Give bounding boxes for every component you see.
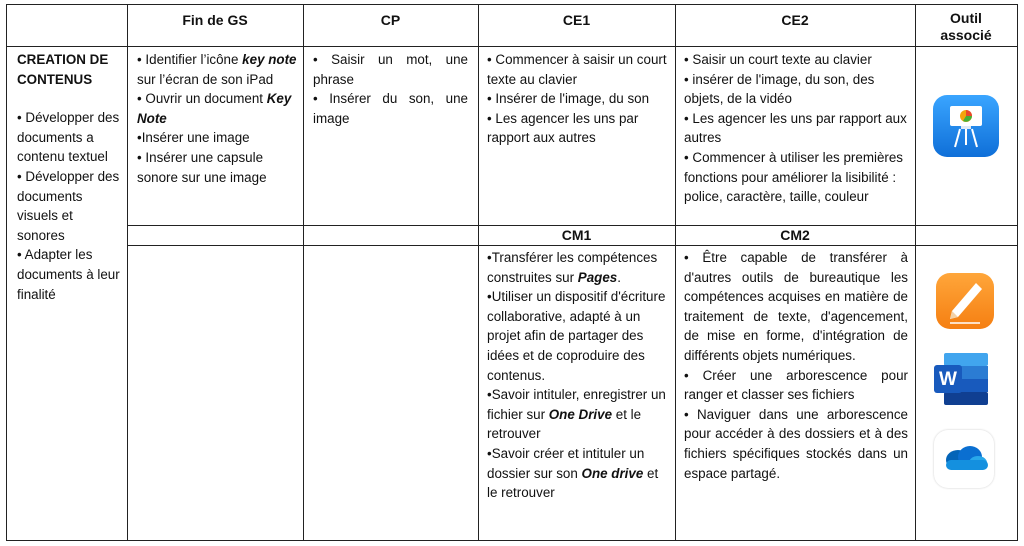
ce1-line-2: • Insérer de l'image, du son (487, 91, 650, 107)
gs-line-1: • Identifier l’icône key note sur l’écran de son iPad (137, 52, 297, 87)
cell-ce1 (487, 50, 667, 148)
header-cm2: CM2 (780, 227, 810, 243)
row-item: • Adapter les documents à leur finalité (17, 247, 120, 302)
table-border (675, 4, 676, 540)
word-icon-letter: W (939, 369, 957, 390)
ce2-line-1: • Saisir un court texte au clavier (684, 52, 872, 67)
gs-line-4: • Insérer une capsule sonore sur une image (137, 149, 267, 185)
cm1-line-3: •Savoir intituler, enregistrer un fichier sur One Drive et le retrouver (487, 387, 666, 442)
table-border (6, 4, 7, 540)
table-border (6, 540, 1018, 541)
table-border (127, 4, 128, 540)
cm2-line-2: • Créer une arborescence pour ranger et classer ses fichiers (684, 367, 908, 403)
ce2-line-3: • Les agencer les uns par rapport aux autres (684, 110, 907, 146)
cm2-line-3: • Naviguer dans une arborescence pour accéder à des dossiers et à des fichiers spécifiques stockés dans un espace partagé. (684, 406, 908, 481)
cell-cm1 (487, 248, 669, 503)
ce1-line-3: • Les agencer les uns par rapport aux autres (487, 110, 639, 146)
table-border (303, 4, 304, 540)
cell-cp (313, 50, 468, 128)
ce1-line-1: • Commencer à saisir un court texte au clavier (487, 52, 667, 87)
header-fin-gs: Fin de GS (182, 12, 248, 28)
table-border (915, 4, 916, 540)
onedrive-icon (934, 430, 994, 488)
header-outil-line2: associé (940, 27, 992, 43)
header-ce2: CE2 (781, 12, 809, 28)
ce2-line-2: • insérer de l'image, du son, des objets, de la vidéo (684, 71, 875, 107)
cell-ce2 (684, 50, 910, 207)
ce2-line-4: • Commencer à utiliser les premières fonctions pour améliorer la lisibilité : police, caractère, taille, couleur (684, 149, 904, 205)
cell-cm2 (684, 248, 908, 483)
row-header (17, 50, 121, 304)
cm1-line-4: •Savoir créer et intituler un dossier sur son One drive et le retrouver (487, 445, 659, 501)
row-title-line1: CREATION DE (17, 52, 109, 67)
table-border (1017, 4, 1018, 540)
gs-line-3: •Insérer une image (137, 130, 250, 146)
cell-fin-gs (137, 50, 297, 187)
cp-line-2: • Insérer du son, une image (313, 91, 468, 126)
header-cp: CP (380, 12, 401, 28)
cp-line-1: • Saisir un mot, une phrase (313, 52, 468, 87)
row-item: • Développer des documents visuels et sonores (17, 168, 120, 243)
cm1-line-1: •Transférer les compétences construites sur Pages. (487, 250, 658, 285)
cm1-line-2: •Utiliser un dispositif d'écriture collaborative, adapté à un projet afin de partager des idées et de coproduire des contenus. (487, 289, 666, 383)
keynote-icon (933, 95, 999, 157)
header-cm1: CM1 (561, 227, 592, 243)
table-border (127, 245, 1018, 246)
header-outil-line1: Outil (950, 10, 982, 26)
table-border (6, 46, 1018, 47)
table-border (6, 4, 1018, 5)
table-border (478, 4, 479, 540)
header-ce1: CE1 (562, 12, 591, 28)
table-border (127, 225, 1018, 226)
pages-icon (936, 273, 994, 329)
header-outil (915, 10, 1017, 44)
row-title-line2: CONTENUS (17, 71, 93, 87)
cm2-line-1: • Être capable de transférer à d'autres outils de bureautique les compétences acquises en matière de traitement de texte, d'agencement, de mise en forme, d'intégration de différents objets numériques. (684, 250, 908, 363)
row-item: • Développer des documents a contenu textuel (17, 110, 120, 165)
word-icon (928, 345, 996, 413)
gs-line-2: • Ouvrir un document Key Note (137, 91, 292, 126)
